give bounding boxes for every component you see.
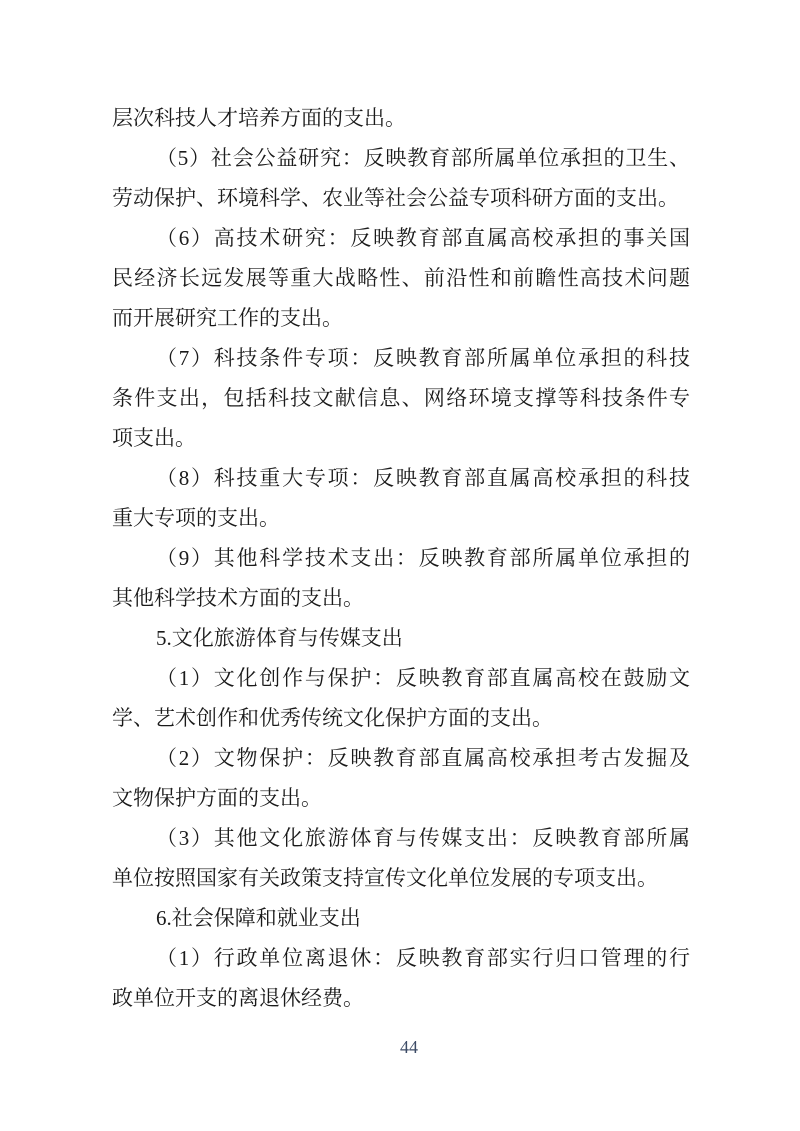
text-line: （2）文物保护：反映教育部直属高校承担考古发掘及	[156, 746, 690, 770]
text-line: 其他科学技术方面的支出。	[112, 586, 364, 610]
text-line: （7）科技条件专项：反映教育部所属单位承担的科技	[156, 346, 690, 370]
text-line: 条件支出，包括科技文献信息、网络环境支撑等科技条件专	[112, 386, 690, 410]
document-body	[112, 98, 690, 1018]
text-line: 项支出。	[112, 426, 196, 450]
text-line: （5）社会公益研究：反映教育部所属单位承担的卫生、	[156, 146, 690, 170]
text-line: 劳动保护、环境科学、农业等社会公益专项科研方面的支出。	[112, 186, 679, 210]
text-line: 民经济长远发展等重大战略性、前沿性和前瞻性高技术问题	[112, 266, 690, 290]
text-line: 政单位开支的离退休经费。	[112, 986, 364, 1010]
text-line: 学、艺术创作和优秀传统文化保护方面的支出。	[112, 706, 553, 730]
text-line: （6）高技术研究：反映教育部直属高校承担的事关国	[156, 226, 690, 250]
page-number: 44	[400, 1037, 418, 1057]
text-line: （8）科技重大专项：反映教育部直属高校承担的科技	[156, 466, 690, 490]
text-line: （3）其他文化旅游体育与传媒支出：反映教育部所属	[156, 826, 690, 850]
text-line: 层次科技人才培养方面的支出。	[112, 106, 406, 130]
text-line: 5.文化旅游体育与传媒支出	[156, 626, 403, 650]
text-line: 文物保护方面的支出。	[112, 786, 322, 810]
text-line: 重大专项的支出。	[112, 506, 280, 530]
text-line: 而开展研究工作的支出。	[112, 306, 343, 330]
text-line: （9）其他科学技术支出：反映教育部所属单位承担的	[156, 546, 690, 570]
text-line: 6.社会保障和就业支出	[156, 906, 361, 930]
text-line: （1）文化创作与保护：反映教育部直属高校在鼓励文	[156, 666, 690, 690]
text-line: 单位按照国家有关政策支持宣传文化单位发展的专项支出。	[112, 866, 658, 890]
page-footer	[0, 1036, 800, 1058]
text-line: （1）行政单位离退休：反映教育部实行归口管理的行	[156, 946, 690, 970]
